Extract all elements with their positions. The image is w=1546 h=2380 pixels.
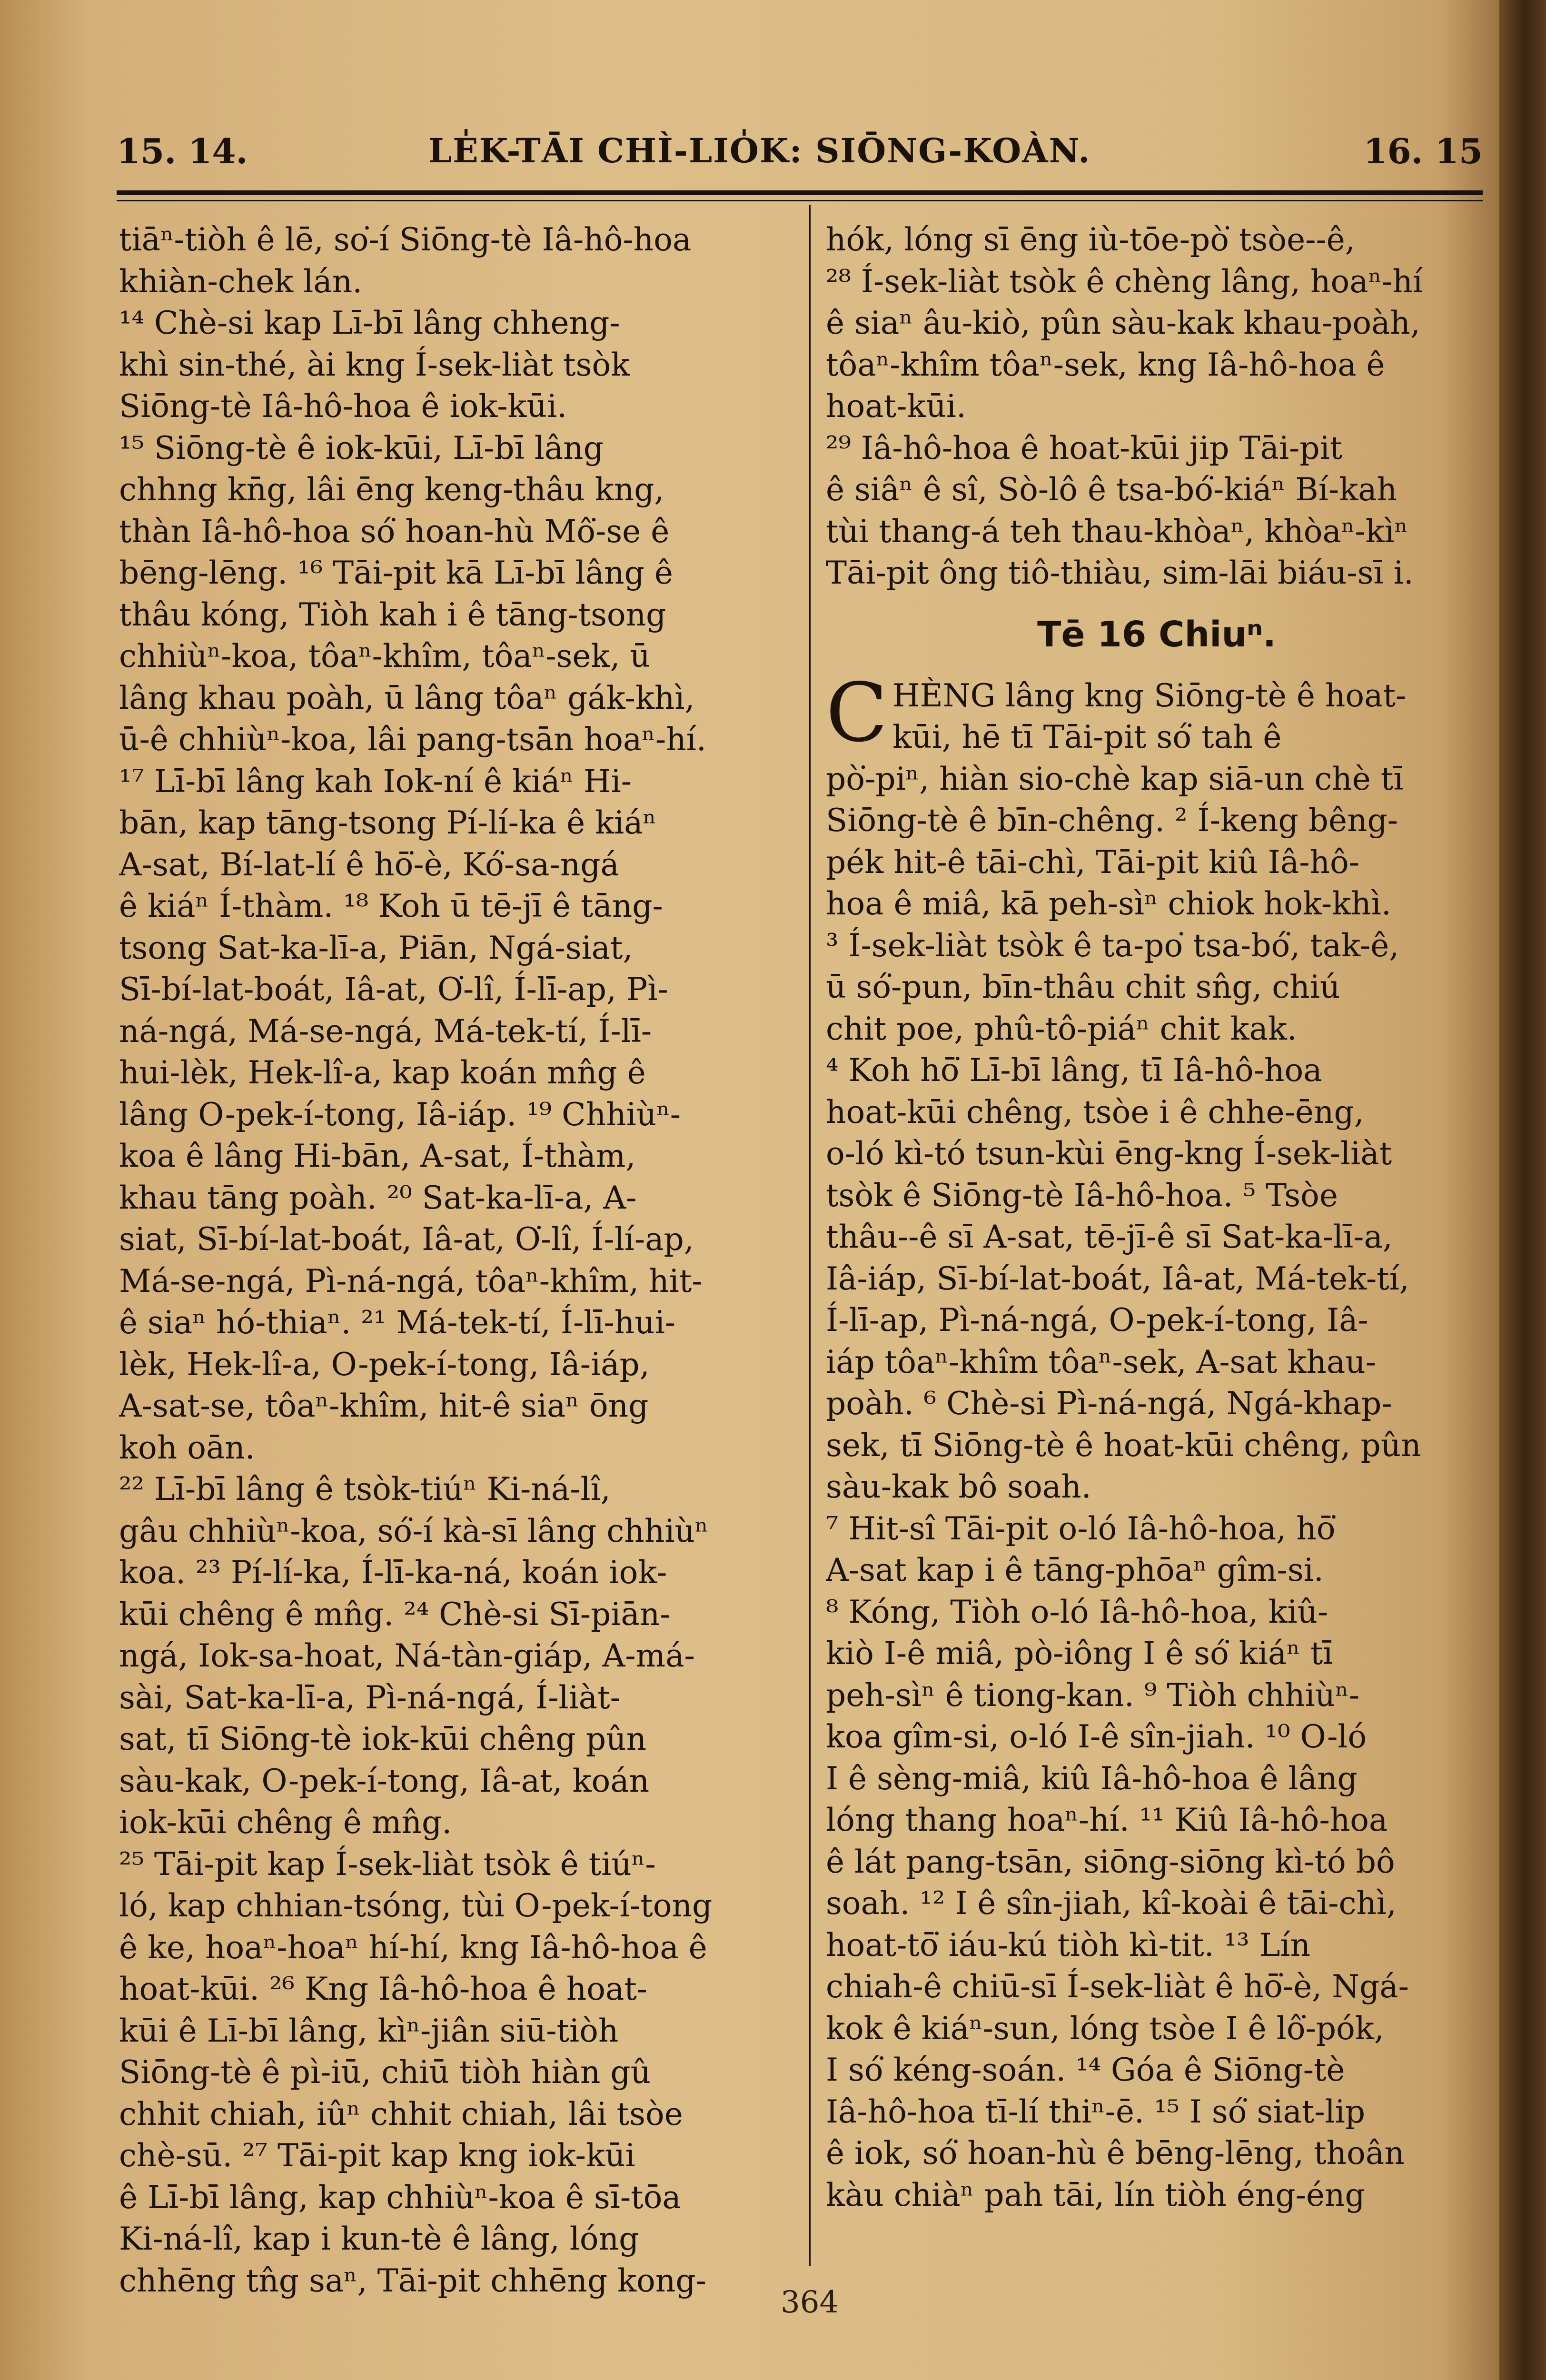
text-line: sek, tī Siōng-tè ê hoat-kūi chêng, pûn: [826, 1427, 1421, 1464]
chapter-dropcap: C: [826, 665, 888, 760]
text-line: bēng-lēng. ¹⁶ Tāi-pit kā Lī-bī lâng ê: [119, 555, 673, 591]
text-line: Sī-bí-lat-boát, Iâ-at, O͘-lî, Í-lī-ap, Pì-: [119, 971, 668, 1008]
text-line: ū-ê chhiùⁿ-koa, lâi pang-tsān hoaⁿ-hí.: [119, 721, 706, 758]
text-line: ê Lī-bī lâng, kap chhiùⁿ-koa ê sī-tōa: [119, 2179, 681, 2216]
text-line: Ki-ná-lî, kap i kun-tè ê lâng, lóng: [119, 2221, 639, 2257]
text-line: chit poe, phû-tô-piáⁿ chit kak.: [826, 1010, 1297, 1047]
text-line: ⁴ Koh hō͘ Lī-bī lâng, tī Iâ-hô-hoa: [826, 1052, 1322, 1089]
text-line: hoat-kūi. ²⁶ Kng Iâ-hô-hoa ê hoat-: [119, 1971, 648, 2007]
text-line: A-sat-se, tôaⁿ-khîm, hit-ê siaⁿ ōng: [119, 1388, 649, 1424]
text-line: lâng khau poàh, ū lâng tôaⁿ gák-khì,: [119, 679, 695, 716]
text-line: A-sat, Bí-lat-lí ê hō͘-è, Kó͘-sa-ngá: [119, 846, 619, 883]
text-line: sàu-kak, O-pek-í-tong, Iâ-at, koán: [119, 1762, 650, 1799]
header-rule-thick: [117, 190, 1483, 195]
text-line: koa. ²³ Pí-lí-ka, Í-lī-ka-ná, koán iok-: [119, 1554, 667, 1591]
text-line: hók, lóng sī ēng iù-tōe-pò͘ tsòe--ê,: [826, 221, 1355, 258]
text-line: thâu kóng, Tiòh kah i ê tāng-tsong: [119, 596, 666, 633]
header-title: LE̍K-TĀI CHÌ-LIO̍K: SIŌNG-KOÀN.: [428, 131, 1091, 170]
text-line: lâng O-pek-í-tong, Iâ-iáp. ¹⁹ Chhiùⁿ-: [119, 1096, 681, 1133]
header-right-reference: 16. 15: [1363, 131, 1483, 171]
page-number: 364: [781, 2285, 839, 2320]
text-line: ê lát pang-tsān, siōng-siōng kì-tó bô: [826, 1843, 1395, 1880]
text-line: tùi thang-á teh thau-khòaⁿ, khòaⁿ-kìⁿ: [826, 513, 1408, 550]
text-line: thàn Iâ-hô-hoa só͘ hoan-hù Mô͘-se ê: [119, 513, 670, 550]
text-line: ê iok, só͘ hoan-hù ê bēng-lēng, thoân: [826, 2135, 1405, 2172]
text-line: ê siaⁿ âu-kiò, pûn sàu-kak khau-poàh,: [826, 305, 1420, 341]
text-line: sat, tī Siōng-tè iok-kūi chêng pûn: [119, 1721, 647, 1757]
text-line: ê kiáⁿ Í-thàm. ¹⁸ Koh ū tē-jī ê tāng-: [119, 888, 663, 924]
text-line: hoat-tō͘ iáu-kú tiòh kì-tit. ¹³ Lín: [826, 1926, 1311, 1964]
text-line: khiàn-chek lán.: [119, 263, 363, 300]
left-text-column: [119, 219, 800, 2301]
text-line: I ê sèng-miâ, kiû Iâ-hô-hoa ê lâng: [826, 1760, 1358, 1797]
text-line: ⁷ Hit-sî Tāi-pit o-ló Iâ-hô-hoa, hō͘: [826, 1510, 1336, 1547]
text-line: lóng thang hoaⁿ-hí. ¹¹ Kiû Iâ-hô-hoa: [826, 1802, 1388, 1838]
text-line: kok ê kiáⁿ-sun, lóng tsòe I ê lô͘-pók,: [826, 2010, 1384, 2047]
text-line: soah. ¹² I ê sîn-jiah, kî-koài ê tāi-chì,: [826, 1885, 1397, 1922]
text-line: ²⁵ Tāi-pit kap Í-sek-liàt tsòk ê tiúⁿ-: [119, 1845, 656, 1883]
text-line: khau tāng poàh. ²⁰ Sat-ka-lī-a, A-: [119, 1179, 637, 1216]
text-line: thâu--ê sī A-sat, tē-jī-ê sī Sat-ka-lī-a,: [826, 1219, 1393, 1255]
text-line: kiò I-ê miâ, pò-iông I ê só͘ kiáⁿ tī: [826, 1635, 1333, 1672]
text-line: hui-lèk, Hek-lî-a, kap koán mn̂g ê: [119, 1054, 646, 1091]
text-line: Siōng-tè ê pì-iū, chiū tiòh hiàn gû: [119, 2054, 651, 2091]
text-line: koa gîm-si, o-ló I-ê sîn-jiah. ¹⁰ O-ló: [826, 1718, 1367, 1755]
running-header: [117, 121, 1483, 183]
text-line: kūi ê Lī-bī lâng, kìⁿ-jiân siū-tiòh: [119, 2012, 619, 2049]
text-line: ³ Í-sek-liàt tsòk ê ta-po͘ tsa-bó͘, tak-ê,: [826, 927, 1399, 964]
text-line: ²⁸ Í-sek-liàt tsòk ê chèng lâng, hoaⁿ-hí: [826, 263, 1423, 300]
text-line: iáp tôaⁿ-khîm tôaⁿ-sek, A-sat khau-: [826, 1343, 1376, 1380]
text-line: ¹⁷ Lī-bī lâng kah Iok-ní ê kiáⁿ Hi-: [119, 763, 632, 800]
text-line: hoa ê miâ, kā peh-sìⁿ chiok hok-khì.: [826, 885, 1391, 922]
text-line: pò͘-piⁿ, hiàn sio-chè kap siā-un chè tī: [826, 760, 1404, 797]
text-line: ū só͘-pun, bīn-thâu chit sn̂g, chiú: [826, 969, 1340, 1005]
text-line: ²² Lī-bī lâng ê tsòk-tiúⁿ Ki-ná-lî,: [119, 1471, 611, 1507]
text-line: gâu chhiùⁿ-koa, só͘-í kà-sī lâng chhiùⁿ: [119, 1512, 709, 1549]
text-line: hoat-kūi.: [826, 388, 967, 425]
text-line: ²⁹ Iâ-hô-hoa ê hoat-kūi jip Tāi-pit: [826, 429, 1343, 466]
text-line: chhit chiah, iûⁿ chhit chiah, lâi tsòe: [119, 2095, 683, 2132]
text-line: sàu-kak bô soah.: [826, 1468, 1091, 1505]
text-line: Siōng-tè ê bīn-chêng. ² Í-keng bêng-: [826, 802, 1398, 839]
text-line: A-sat kap i ê tāng-phōaⁿ gîm-si.: [826, 1552, 1324, 1588]
text-line: pék hit-ê tāi-chì, Tāi-pit kiû Iâ-hô-: [826, 843, 1360, 881]
text-line: tiāⁿ-tiòh ê lē, so͘-í Siōng-tè Iâ-hô-hoa: [119, 221, 692, 258]
text-line: chhng kn̄g, lâi ēng keng-thâu kng,: [119, 471, 664, 508]
text-line: ê ke, hoaⁿ-hoaⁿ hí-hí, kng Iâ-hô-hoa ê: [119, 1929, 707, 1966]
text-line: ¹⁴ Chè-si kap Lī-bī lâng chheng-: [119, 305, 620, 341]
text-line: peh-sìⁿ ê tiong-kan. ⁹ Tiòh chhiùⁿ-: [826, 1676, 1360, 1714]
text-line: ê siâⁿ ê sî, Sò-lô ê tsa-bó͘-kiáⁿ Bí-kah: [826, 471, 1397, 508]
text-line: ló, kap chhian-tsóng, tùi O-pek-í-tong: [119, 1887, 713, 1924]
text-line: tsòk ê Siōng-tè Iâ-hô-hoa. ⁵ Tsòe: [826, 1177, 1338, 1214]
text-line: ¹⁵ Siōng-tè ê iok-kūi, Lī-bī lâng: [119, 429, 604, 466]
text-line: kàu chiàⁿ pah tāi, lín tiòh éng-éng: [826, 2176, 1365, 2213]
text-line: I só͘ kéng-soán. ¹⁴ Góa ê Siōng-tè: [826, 2052, 1345, 2088]
text-line: iok-kūi chêng ê mn̂g.: [119, 1804, 452, 1841]
text-line: ná-ngá, Má-se-ngá, Má-tek-tí, Í-lī-: [119, 1012, 652, 1050]
text-line: Iâ-hô-hoa tī-lí thiⁿ-ē. ¹⁵ I só͘ siat-lip: [826, 2093, 1366, 2130]
text-line: ngá, Iok-sa-hoat, Ná-tàn-giáp, A-má-: [119, 1637, 695, 1674]
text-line: kūi chêng ê mn̂g. ²⁴ Chè-si Sī-piān-: [119, 1596, 671, 1633]
text-line: sài, Sat-ka-lī-a, Pì-ná-ngá, Í-liàt-: [119, 1679, 621, 1716]
text-line: Siōng-tè Iâ-hô-hoa ê iok-kūi.: [119, 388, 567, 425]
text-line: tôaⁿ-khîm tôaⁿ-sek, kng Iâ-hô-hoa ê: [826, 346, 1385, 383]
header-left-reference: 15. 14.: [117, 131, 248, 171]
text-line: poàh. ⁶ Chè-si Pì-ná-ngá, Ngá-khap-: [826, 1385, 1392, 1422]
text-line: Má-se-ngá, Pì-ná-ngá, tôaⁿ-khîm, hit-: [119, 1262, 703, 1299]
text-line: Í-lī-ap, Pì-ná-ngá, O-pek-í-tong, Iâ-: [826, 1302, 1368, 1339]
text-line: hoat-kūi chêng, tsòe i ê chhe-ēng,: [826, 1093, 1364, 1130]
text-line: tsong Sat-ka-lī-a, Piān, Ngá-siat,: [119, 929, 633, 966]
text-line: chiah-ê chiū-sī Í-sek-liàt ê hō͘-è, Ngá-: [826, 1968, 1409, 2005]
chapter-heading: Tē 16 Chiuⁿ.: [1037, 614, 1277, 655]
text-line: chhiùⁿ-koa, tôaⁿ-khîm, tôaⁿ-sek, ū: [119, 638, 650, 674]
text-line: o-ló kì-tó tsun-kùi ēng-kng Í-sek-liàt: [826, 1135, 1392, 1172]
column-divider: [809, 205, 811, 2266]
header-rule-thin: [117, 200, 1483, 201]
text-line: kūi, hē tī Tāi-pit só͘ tah ê: [892, 719, 1282, 755]
text-line: lèk, Hek-lî-a, O-pek-í-tong, Iâ-iáp,: [119, 1346, 650, 1383]
text-line: bān, kap tāng-tsong Pí-lí-ka ê kiáⁿ: [119, 804, 657, 841]
text-line: Iâ-iáp, Sī-bí-lat-boát, Iâ-at, Má-tek-tí,: [826, 1260, 1409, 1297]
text-line: siat, Sī-bí-lat-boát, Iâ-at, O͘-lî, Í-lí-ap,: [119, 1221, 694, 1258]
text-line: chhēng tn̂g saⁿ, Tāi-pit chhēng kong-: [119, 2262, 706, 2299]
chapter-opening: [826, 665, 1487, 760]
text-line: khì sin-thé, ài kng Í-sek-liàt tsòk: [119, 346, 630, 383]
book-binding: [1499, 0, 1546, 2380]
text-line: HÈNG lâng kng Siōng-tè ê hoat-: [892, 677, 1407, 714]
text-line: chè-sū. ²⁷ Tāi-pit kap kng iok-kūi: [119, 2137, 635, 2174]
text-line: Tāi-pit ông tiô-thiàu, sim-lāi biáu-sī i.: [826, 555, 1414, 591]
text-line: koa ê lâng Hi-bān, A-sat, Í-thàm,: [119, 1138, 636, 1174]
text-line: koh oān.: [119, 1429, 255, 1466]
text-line: ê siaⁿ hó-thiaⁿ. ²¹ Má-tek-tí, Í-lī-hui-: [119, 1304, 676, 1341]
text-line: ⁸ Kóng, Tiòh o-ló Iâ-hô-hoa, kiû-: [826, 1593, 1328, 1630]
right-text-column: [826, 219, 1487, 2216]
